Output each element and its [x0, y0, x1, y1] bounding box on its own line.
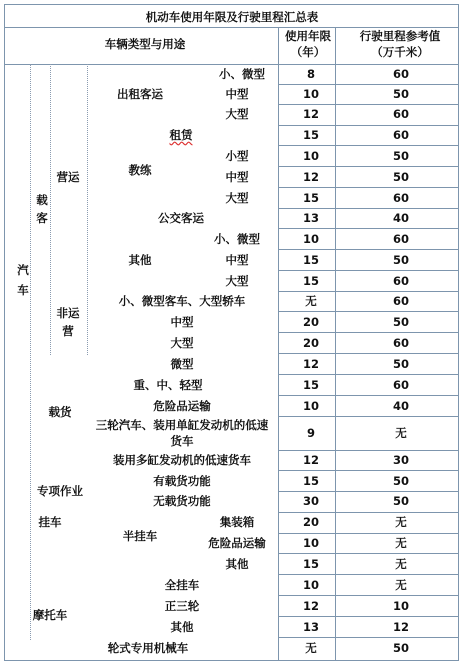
years-cell: 10: [302, 536, 320, 550]
row-label: 中型: [170, 315, 194, 329]
years-cell: 10: [302, 399, 320, 413]
row-label: 小、微型: [214, 232, 260, 246]
row-label: 其他: [225, 557, 249, 571]
years-cell: 20: [302, 515, 320, 529]
row-label: 装用多缸发动机的低速货车: [113, 453, 251, 467]
row-label-line1: 三轮汽车、装用单缸发动机的低速: [95, 418, 269, 432]
years-cell: 12: [302, 170, 320, 184]
years-cell: 10: [302, 578, 320, 592]
row-label-line2: 货车: [170, 434, 194, 448]
mileage-cell: 50: [392, 357, 410, 371]
years-cell: 12: [302, 599, 320, 613]
years-cell: 无: [305, 294, 317, 308]
group-qiche-char1: 汽: [17, 263, 29, 277]
header-mileage-line2: （万千米）: [371, 45, 429, 59]
group-motuo: 摩托车: [32, 608, 68, 622]
row-label: 小、微型: [219, 67, 265, 81]
mileage-cell: 无: [395, 536, 407, 550]
mileage-cell: 50: [392, 494, 410, 508]
row-label: 正三轮: [164, 599, 200, 613]
mileage-cell: 无: [395, 557, 407, 571]
row-label: 全挂车: [164, 578, 200, 592]
mileage-cell: 50: [392, 149, 410, 163]
mileage-cell: 60: [392, 107, 410, 121]
row-label: 危险品运输: [208, 536, 266, 550]
mileage-cell: 30: [392, 453, 410, 467]
row-label: 公交客运: [158, 211, 204, 225]
row-label: 重、中、轻型: [133, 378, 203, 392]
group-zhuanxiang: 专项作业: [37, 484, 83, 498]
row-label: 大型: [225, 191, 249, 205]
years-cell: 12: [302, 357, 320, 371]
years-cell: 15: [302, 128, 320, 142]
subgroup-jiaolian: 教练: [128, 163, 152, 177]
mileage-cell: 50: [392, 641, 410, 655]
row-label: 集装箱: [219, 515, 255, 529]
group-feiyingyun-line1: 非运: [56, 306, 80, 320]
mileage-cell: 60: [392, 67, 410, 81]
group-zaike-char1: 载: [36, 193, 48, 207]
row-label: 无载货功能: [153, 494, 211, 508]
mileage-cell: 60: [392, 378, 410, 392]
mileage-cell: 12: [392, 620, 410, 634]
mileage-cell: 50: [392, 474, 410, 488]
row-label: 大型: [225, 274, 249, 288]
mileage-cell: 10: [392, 599, 410, 613]
years-cell: 12: [302, 107, 320, 121]
row-label: 大型: [225, 107, 249, 121]
years-cell: 8: [306, 67, 316, 81]
row-label: 轮式专用机械车: [107, 641, 189, 655]
years-cell: 15: [302, 557, 320, 571]
years-cell: 10: [302, 87, 320, 101]
mileage-cell: 50: [392, 170, 410, 184]
group-zaihuo: 载货: [48, 405, 72, 419]
header-years-line2: （年）: [290, 45, 326, 59]
years-cell: 13: [302, 620, 320, 634]
mileage-cell: 60: [392, 128, 410, 142]
row-label: 危险品运输: [153, 399, 211, 413]
mileage-cell: 60: [392, 191, 410, 205]
table-title: 机动车使用年限及行驶里程汇总表: [145, 10, 319, 24]
mileage-cell: 60: [392, 336, 410, 350]
subgroup-chuzu: 出租客运: [117, 87, 163, 101]
years-cell: 13: [302, 211, 320, 225]
mileage-cell: 60: [392, 232, 410, 246]
years-cell: 15: [302, 191, 320, 205]
years-cell: 20: [302, 336, 320, 350]
group-zaike-char2: 客: [36, 211, 48, 225]
mileage-cell: 50: [392, 253, 410, 267]
header-years-line1: 使用年限: [285, 29, 331, 43]
header-mileage-line1: 行驶里程参考值: [359, 29, 441, 43]
mileage-cell: 60: [392, 294, 410, 308]
row-label: 租赁: [169, 128, 193, 142]
years-cell: 20: [302, 315, 320, 329]
years-cell: 10: [302, 149, 320, 163]
years-cell: 15: [302, 274, 320, 288]
mileage-cell: 60: [392, 274, 410, 288]
row-label: 中型: [225, 253, 249, 267]
group-qiche-char2: 车: [17, 283, 29, 297]
group-yingyun: 营运: [56, 170, 80, 184]
row-label: 微型: [170, 357, 194, 371]
mileage-cell: 50: [392, 87, 410, 101]
years-cell: 15: [302, 474, 320, 488]
row-label: 其他: [170, 620, 194, 634]
subgroup-qita: 其他: [128, 253, 152, 267]
mileage-cell: 无: [395, 578, 407, 592]
years-cell: 30: [302, 494, 320, 508]
mileage-cell: 40: [392, 211, 410, 225]
years-cell: 无: [305, 641, 317, 655]
mileage-cell: 无: [395, 426, 407, 440]
row-label: 大型: [170, 336, 194, 350]
group-feiyingyun-line2: 营: [62, 324, 74, 338]
mileage-cell: 无: [395, 515, 407, 529]
row-label: 小型: [225, 149, 249, 163]
group-guache: 挂车: [38, 515, 62, 529]
row-label: 有载货功能: [153, 474, 211, 488]
mileage-cell: 50: [392, 315, 410, 329]
row-label: 中型: [225, 87, 249, 101]
years-cell: 10: [302, 232, 320, 246]
years-cell: 9: [306, 426, 316, 440]
years-cell: 15: [302, 253, 320, 267]
years-cell: 12: [302, 453, 320, 467]
mileage-cell: 40: [392, 399, 410, 413]
row-label: 中型: [225, 170, 249, 184]
subgroup-banguache: 半挂车: [122, 529, 158, 543]
years-cell: 15: [302, 378, 320, 392]
row-label: 小、微型客车、大型轿车: [118, 294, 246, 308]
header-vehicle-type: 车辆类型与用途: [104, 37, 186, 51]
